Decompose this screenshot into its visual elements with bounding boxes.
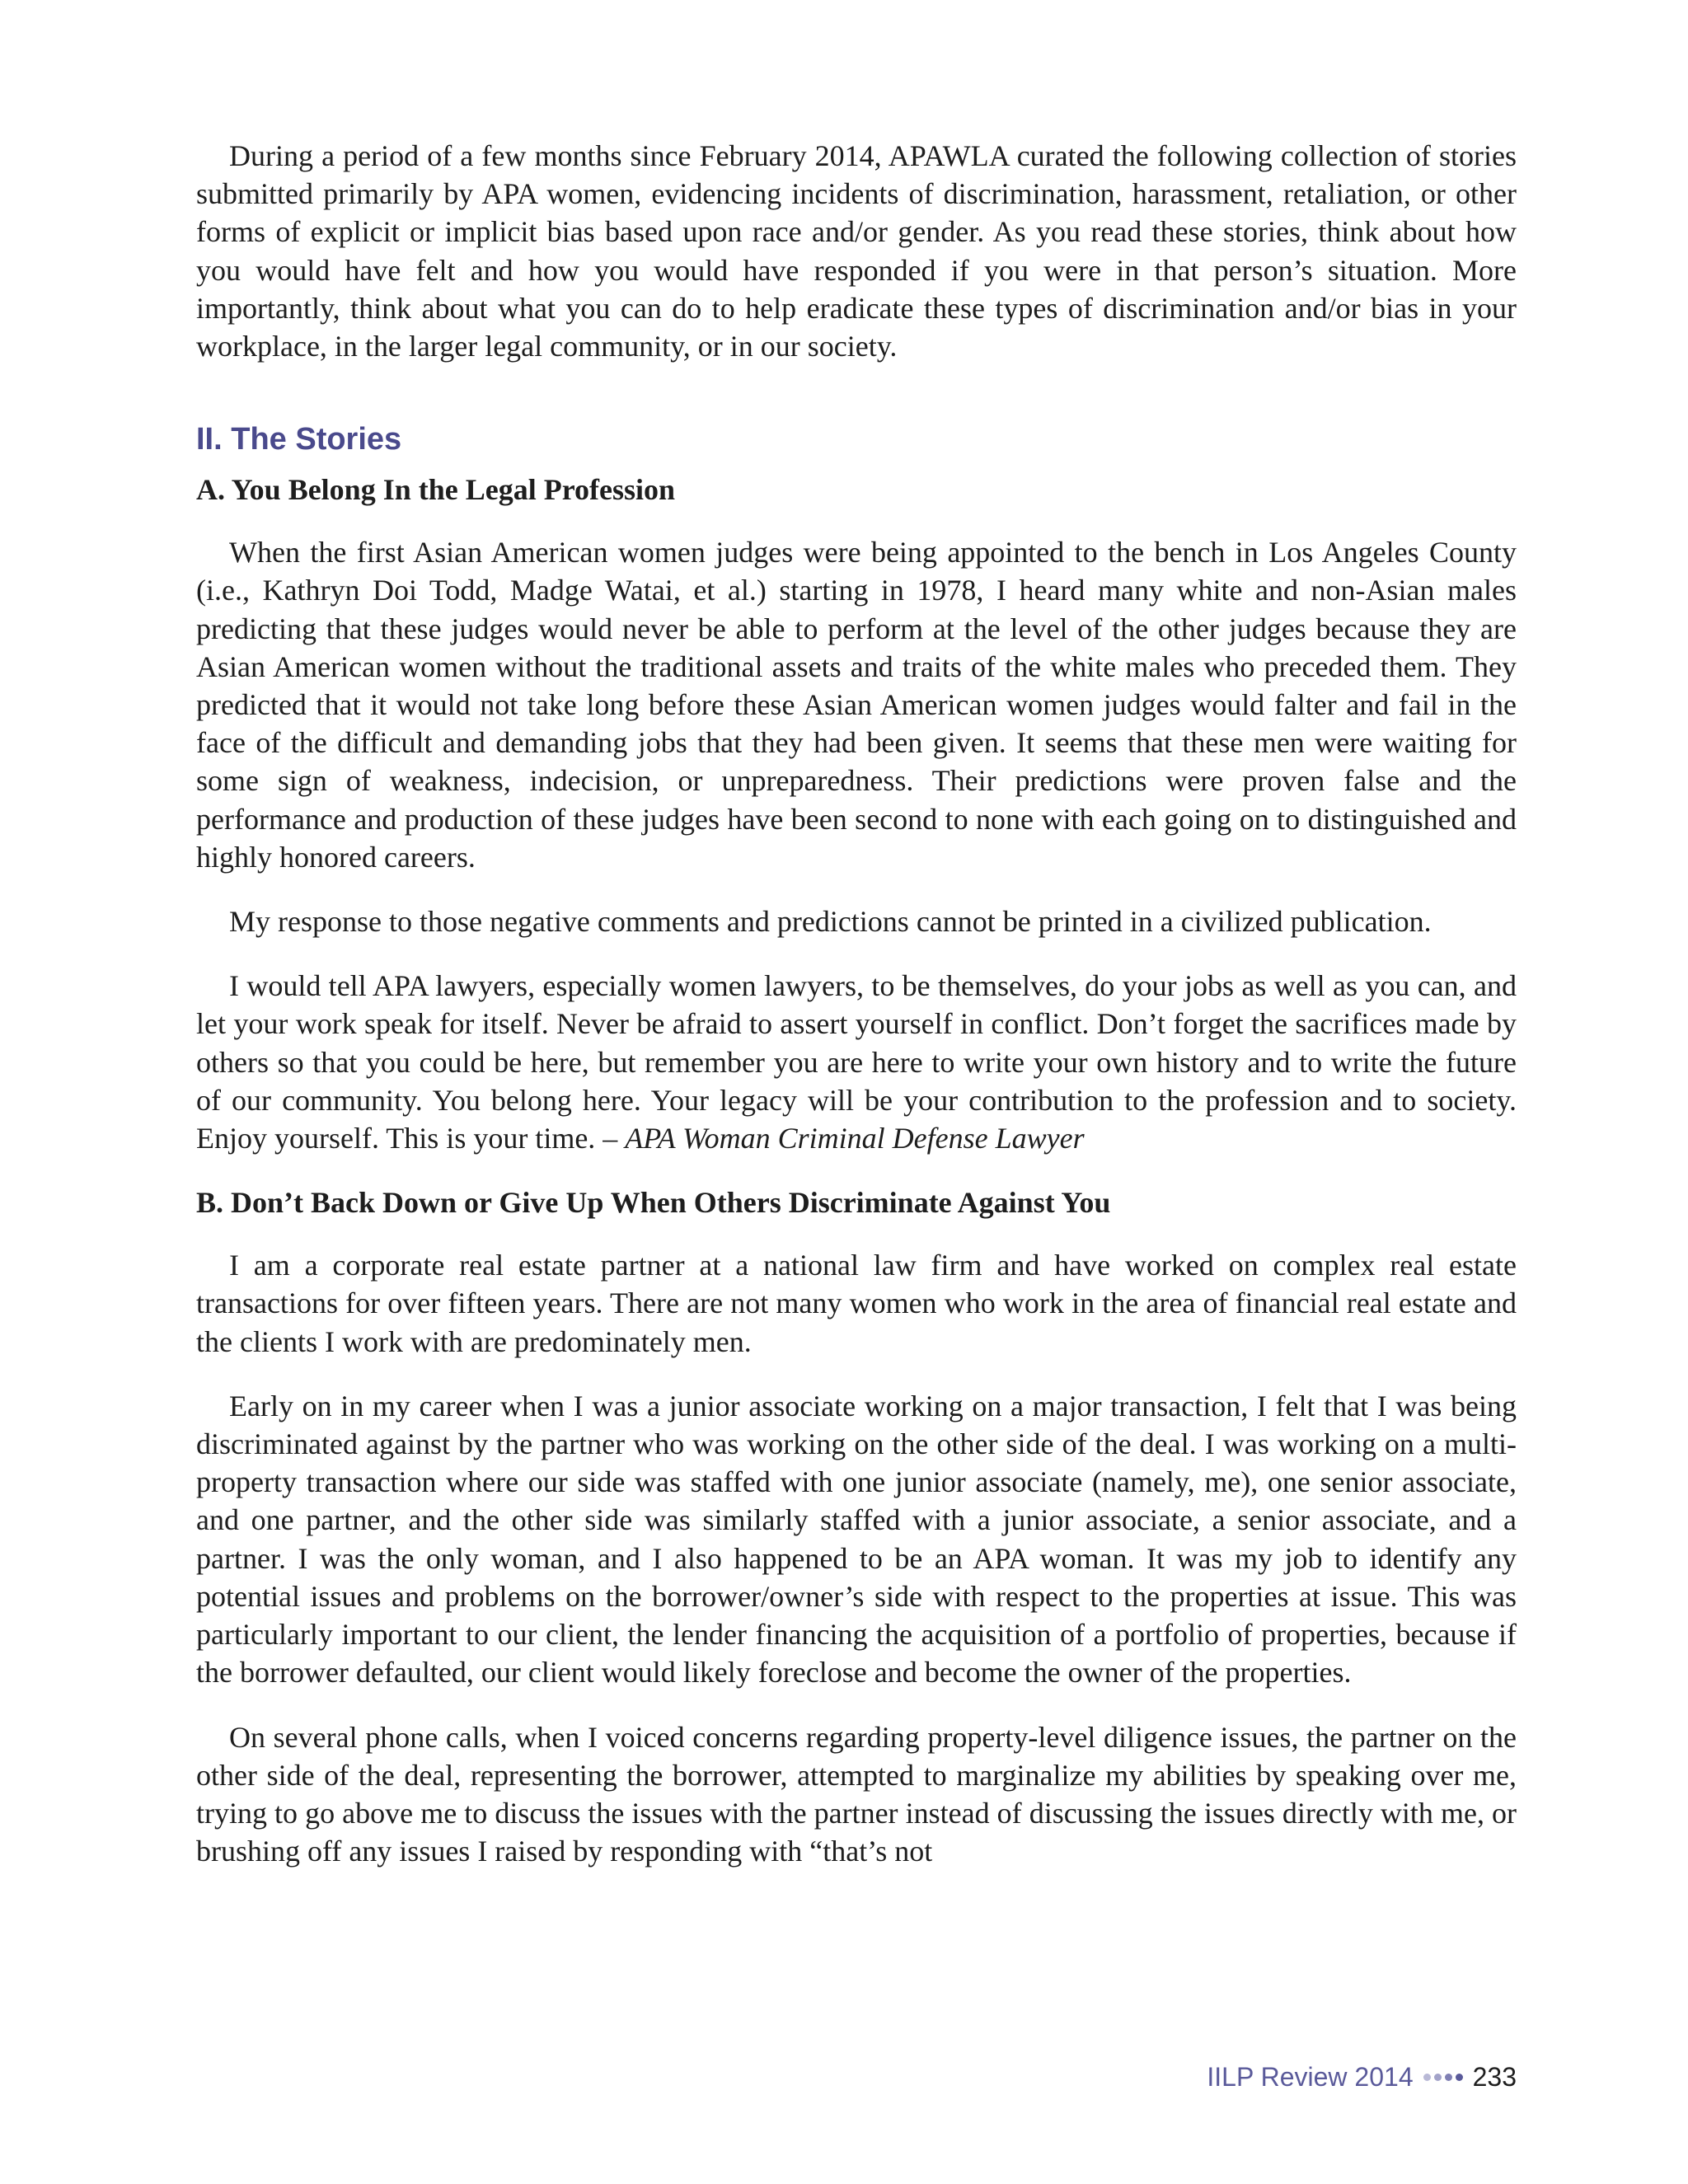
footer-dot: [1445, 2074, 1452, 2081]
story-b-paragraph-2: Early on in my career when I was a junior associate working on a major transaction, I felt that I was being discriminated against by the partner who was working on the other side of the deal. I was working on a multi-property transaction where our side was staffed with one junior associate (namely, me), one senior associate, and one partner, and the other side was similarly staffed with a junior associate, a senior associate, and a partner. I was the only woman, and I also happened to be an APA woman. It was my job to identify any potential issues and problems on the borrower/owner’s side with respect to the properties at issue. This was particularly important to our client, the lender financing the acquisition of a portfolio of properties, because if the borrower defaulted, our client would likely foreclose and become the owner of the properties.: [196, 1389, 1517, 1690]
footer-dot: [1423, 2074, 1431, 2081]
page-content: [196, 137, 1517, 1870]
page-footer: [1207, 2060, 1517, 2093]
story-a-paragraph-2: My response to those negative comments and predictions cannot be printed in a civilized publication.: [229, 905, 1432, 939]
footer-dot: [1434, 2074, 1442, 2081]
publication-name: IILP Review 2014: [1207, 2062, 1414, 2092]
story-b-heading: B. Don’t Back Down or Give Up When Others Discriminate Against You: [196, 1186, 1111, 1220]
story-b-paragraph-1: I am a corporate real estate partner at a national law firm and have worked on complex real estate transactions for over fifteen years. There are not many women who work in the area of financial real estate and the clients I work with are predominately men.: [196, 1249, 1517, 1358]
story-a-paragraph-3-text: I would tell APA lawyers, especially women lawyers, to be themselves, do your jobs as well as you can, and let your work speak for itself. Never be afraid to assert yourself in conflict. Don’t forget the sacrifices made by others so that you could be here, but remember you are here to write your own history and to write the future of our community. You belong here. Your legacy will be your contribution to the profession and to society. Enjoy yourself. This is your time. –: [196, 969, 1517, 1155]
section-title: II. The Stories: [196, 422, 402, 457]
footer-dots: [1423, 2074, 1463, 2081]
page-number: 233: [1472, 2062, 1517, 2092]
intro-paragraph: During a period of a few months since February 2014, APAWLA curated the following collection of stories submitted primarily by APA women, evidencing incidents of discrimination, harassment, retaliation, or other forms of explicit or implicit bias based upon race and/or gender. As you read these stories, think about how you would have felt and how you would have responded if you were in that person’s situation. More importantly, think about what you can do to help eradicate these types of discrimination and/or bias in your workplace, in the larger legal community, or in our society.: [196, 139, 1517, 363]
footer-dot: [1456, 2074, 1463, 2081]
story-a-heading: A. You Belong In the Legal Profession: [196, 473, 676, 507]
story-a-paragraph-3: [196, 967, 1517, 1157]
story-a-attribution: APA Woman Criminal Defense Lawyer: [625, 1122, 1085, 1155]
story-a-paragraph-1: When the first Asian American women judges were being appointed to the bench in Los Angeles County (i.e., Kathryn Doi Todd, Madge Watai, et al.) starting in 1978, I heard many white and non-Asian males predicting that these judges would never be able to perform at the level of the other judges because they are Asian American women without the traditional assets and traits of the white males who preceded them. They predicted that it would not take long before these Asian American women judges would falter and fail in the face of the difficult and demanding jobs that they had been given. It seems that these men were waiting for some sign of weakness, indecision, or unpreparedness. Their predictions were proven false and the performance and production of these judges have been second to none with each going on to distinguished and highly honored careers.: [196, 536, 1517, 874]
story-b-paragraph-3: On several phone calls, when I voiced concerns regarding property-level diligence issues, the partner on the other side of the deal, representing the borrower, attempted to marginalize my abilities by speaking over me, trying to go above me to discuss the issues with the partner instead of discussing the issues directly with me, or brushing off any issues I raised by responding with “that’s not: [196, 1720, 1517, 1868]
